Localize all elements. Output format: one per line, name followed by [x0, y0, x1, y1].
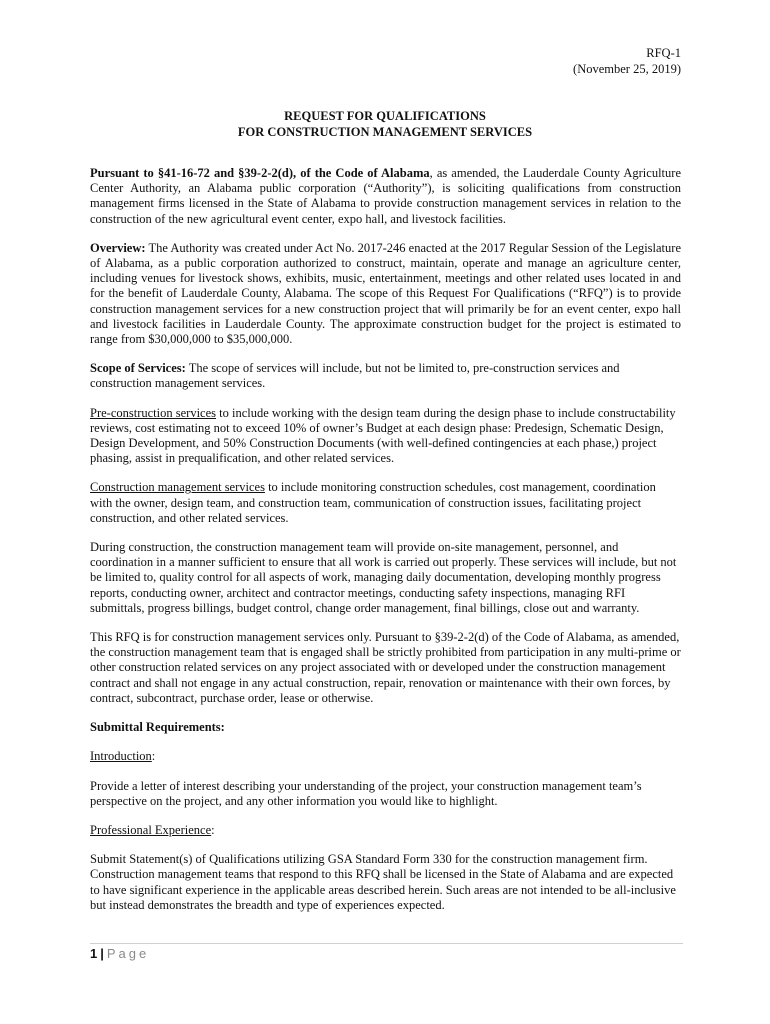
- document-date: (November 25, 2019): [573, 62, 681, 76]
- scope-lead: Scope of Services:: [90, 361, 186, 376]
- construction-management-paragraph: [90, 480, 681, 526]
- professional-experience-paragraph: Submit Statement(s) of Qualifications utilizing GSA Standard Form 330 for the construction management firm. Construction management teams that respond to this RFQ shall be licensed in the State of Alabama and are expected to have significant experience in the applicable areas described herein. Such areas are not intended to be all-inclusive but instead demonstrates the breadth and type of experiences expected.: [90, 852, 676, 912]
- document-id: RFQ-1: [646, 46, 681, 60]
- page-number: 1: [90, 946, 98, 961]
- title-line-2: FOR CONSTRUCTION MANAGEMENT SERVICES: [237, 125, 533, 139]
- scope-paragraph: [90, 361, 681, 391]
- title-line-1: REQUEST FOR QUALIFICATIONS: [284, 109, 486, 123]
- scope-text: The scope of services will include, but not be limited to, pre-construction services and construction management services.: [90, 361, 620, 391]
- intro-paragraph: [90, 166, 681, 227]
- submittal-heading: Submittal Requirements:: [90, 720, 225, 735]
- document-body: [90, 166, 681, 927]
- professional-experience-heading-text: Professional Experience: [90, 822, 212, 837]
- professional-experience-heading-colon: :: [211, 822, 215, 837]
- overview-lead: Overview:: [90, 240, 146, 255]
- preconstruction-paragraph: [90, 406, 681, 467]
- introduction-paragraph: Provide a letter of interest describing your understanding of the project, your construction management team’s perspective on the project, and any other information you would like to highlight.: [90, 778, 642, 808]
- introduction-heading: [90, 749, 681, 764]
- construction-management-text: to include monitoring construction schedules, cost management, coordination with the owner, design team, and construction team, communication of construction issues, facilitating project construction, and other related services.: [90, 480, 656, 525]
- intro-lead: Pursuant to §41-16-72 and §39-2-2(d), of the Code of Alabama: [90, 166, 430, 180]
- construction-management-lead: Construction management services: [90, 480, 265, 495]
- professional-experience-heading: [90, 823, 681, 838]
- page-separator: |: [100, 946, 104, 961]
- overview-paragraph: [90, 241, 681, 347]
- preconstruction-text: to include working with the design team during the design phase to include constructability reviews, cost estimating not to exceed 10% of owner’s Budget at each design phase: Predesign, Schematic Design, Design Development, and 50% Construction Documents (with well-defined contingencies at each phase,) project phasing, assist in prequalification, and other related services.: [90, 405, 676, 466]
- footer-divider: [90, 943, 683, 944]
- introduction-heading-colon: :: [151, 749, 156, 764]
- preconstruction-lead: Pre-construction services: [90, 405, 217, 420]
- during-construction-paragraph: During construction, the construction management team will provide on-site management, personnel, and coordination in a manner sufficient to ensure that all work is carried out properly. These services will include, but not be limited to, quality control for all aspects of work, managing daily documentation, developing monthly progress reports, conducting owner, architect and contractor meetings, conducting safety inspections, managing RFI submittals, progress billings, budget control, change order management, final billings, close out and warranty.: [90, 540, 677, 615]
- document-title: [0, 108, 770, 140]
- document-header: [573, 45, 681, 77]
- page-footer: [90, 946, 149, 962]
- introduction-heading-text: Introduction: [90, 749, 152, 764]
- page-label: Page: [106, 946, 150, 961]
- rfq-scope-paragraph: This RFQ is for construction management services only. Pursuant to §39-2-2(d) of the Code of Alabama, as amended, the construction management team that is engaged shall be strictly prohibited from participation in any multi-prime or other construction related services on any project associated with or developed under the construction management contract and shall not engage in any actual construction, repair, renovation or maintenance with their own forces, by contract, subcontract, purchase order, lease or otherwise.: [90, 630, 681, 705]
- overview-text: The Authority was created under Act No. 2017-246 enacted at the 2017 Regular Session of the Legislature of Alabama, as a public corporation authorized to construct, maintain, operate and manage an agriculture center, including venues for livestock shows, exhibits, music, entertainment, meetings and other related uses located in and for the benefit of Lauderdale County, Alabama. The scope of this Request For Qualifications (“RFQ”) is to provide construction management services for a new construction project that will primarily be for an event center, expo hall and livestock facilities in Lauderdale County. The approximate construction budget for the project is estimated to range from $30,000,000 to $35,000,000.: [90, 240, 681, 347]
- intro-text: , as amended, the Lauderdale County Agriculture Center Authority, an Alabama public corporation (“Authority”), is soliciting qualifications from construction management firms licensed in the State of Alabama to provide construction management services in relation to the construction of the new agricultural event center, expo hall, and livestock facilities.: [90, 166, 681, 226]
